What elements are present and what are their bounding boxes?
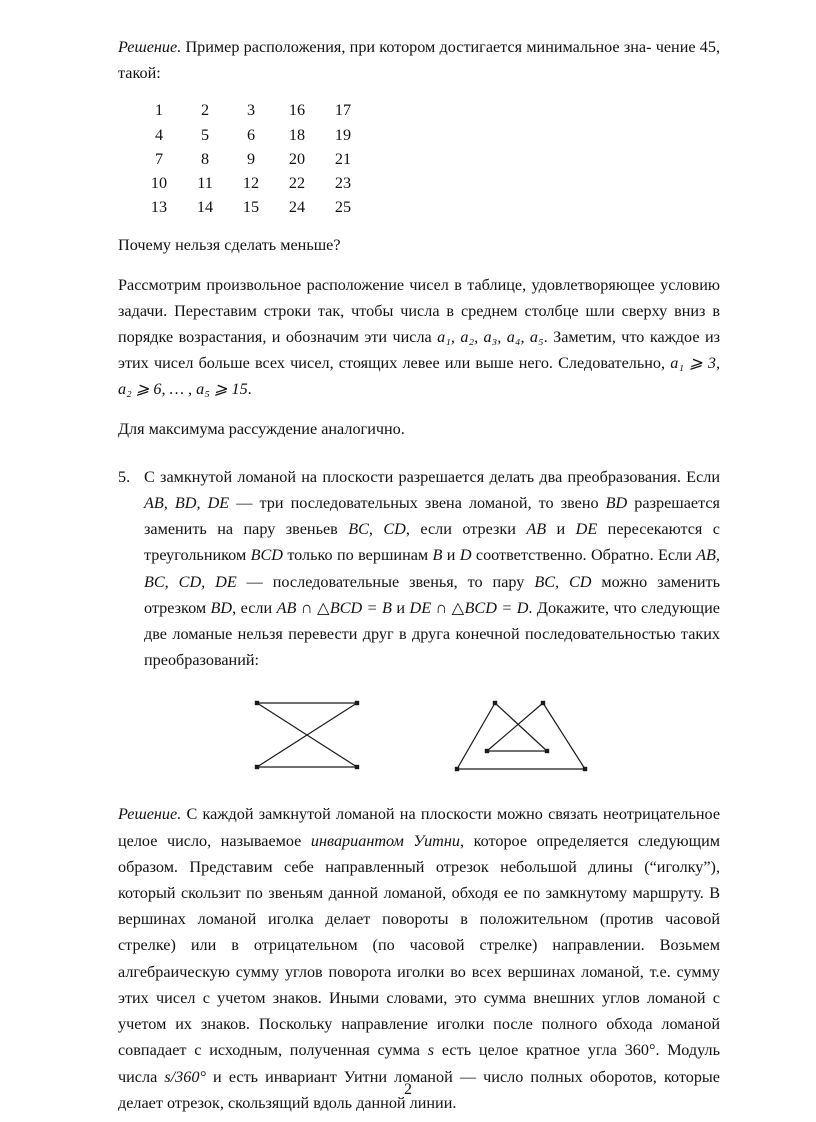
s5-seg-t1: С каждой замкнутой ломаной на плоскости можно связать неотрицательное целое число, называемое — [118, 805, 721, 850]
p5-math-m3: BC, CD — [348, 520, 406, 539]
peak-vertex — [583, 767, 587, 771]
p5-math-m7: B — [432, 546, 443, 565]
table-cell: 16 — [288, 101, 306, 120]
table-cell: 9 — [246, 149, 256, 168]
p5-seg-s2: — три последовательных звена ломаной, то звено — [229, 494, 606, 513]
s5-seg-t3: есть целое кратное угла 360°. Модуль числа — [118, 1041, 720, 1086]
whitney-invariant-term: инвариантом Уитни — [310, 831, 460, 850]
p5-math-m11: BD — [210, 598, 233, 617]
argument-text-c: . — [247, 380, 252, 399]
p5-math-m6: BCD — [250, 546, 283, 565]
p5-seg-s1: С замкнутой ломаной на плоскости разрешается делать два преобразования. Если — [144, 467, 720, 486]
solution-label-5: Решение. — [118, 805, 182, 824]
p5-math-m10: BC, CD — [534, 572, 592, 591]
double-peak-figure — [451, 695, 591, 775]
spacer — [118, 403, 720, 416]
table-cell: 7 — [154, 149, 164, 168]
p5-math-m12: AB ∩ △BCD = B — [276, 598, 392, 617]
p5-math-m8: D — [459, 546, 472, 565]
bowtie-vertex — [355, 701, 359, 705]
number-arrangement-table — [136, 98, 366, 219]
spacer — [118, 775, 720, 801]
p5-seg-s13: и — [391, 598, 410, 617]
p5-seg-s11: можно заменить отрезком — [144, 572, 720, 617]
table-cell: 13 — [150, 198, 168, 217]
p5-math-m9: AB, BC, CD, DE — [144, 546, 720, 591]
p5-math-m5: DE — [575, 520, 598, 539]
argument-inequalities: a₁ ⩾ 3, a₂ ⩾ 6, … , a₅ ⩾ 15 — [118, 354, 720, 399]
p5-math-m4: AB — [526, 520, 547, 539]
table-cell: 18 — [288, 125, 306, 144]
table-cell: 4 — [154, 125, 164, 144]
bowtie-vertex — [355, 765, 359, 769]
table-row — [136, 98, 366, 122]
figure-pair — [118, 695, 720, 775]
problem-5-text — [144, 464, 720, 674]
table-cell: 23 — [334, 174, 352, 193]
table-cell: 15 — [242, 198, 260, 217]
solution-1-question: Почему нельзя сделать меньше? — [118, 236, 341, 255]
s5-seg-t4: и есть инвариант Уитни ломаной — число полных оборотов, которые делает отрезок, скользящий вдоль данной линии. — [118, 1067, 720, 1112]
solution-1-intro-line2: чение 45, такой: — [118, 38, 720, 83]
peak-edge-right-fall — [543, 703, 585, 769]
problem-item-5 — [118, 464, 720, 674]
peak-vertex — [485, 749, 489, 753]
argument-variables: a₁, a₂, a₃, a₄, a₅ — [437, 328, 544, 347]
spacer — [118, 259, 720, 272]
spacer — [118, 219, 720, 232]
solution-1-intro-line1: Пример расположения, при котором достигается минимальное зна- — [185, 38, 652, 56]
table-cell: 22 — [288, 174, 306, 193]
p5-seg-s6: пересекаются с треугольником — [144, 520, 720, 565]
table-row — [136, 171, 366, 195]
solution-1-intro — [118, 34, 720, 86]
table-cell: 3 — [246, 101, 256, 120]
solution-1-argument — [118, 272, 720, 403]
peak-edge-left-rise — [457, 703, 495, 769]
p5-seg-s8: и — [442, 546, 460, 565]
p5-seg-s10: — последовательные звенья, то пару — [236, 572, 535, 591]
p5-math-m2: BD — [605, 494, 628, 513]
solution-1-intro-text — [118, 38, 720, 82]
table-cell: 24 — [288, 198, 306, 217]
peak-vertex — [541, 701, 545, 705]
spacer — [118, 442, 720, 464]
double-peak-vertices — [455, 701, 587, 771]
table-cell: 5 — [200, 125, 210, 144]
solution-label-1: Решение. — [118, 38, 182, 56]
page-number: 2 — [404, 1081, 412, 1098]
p5-seg-s4: , если отрезки — [405, 520, 527, 539]
bowtie-figure — [247, 695, 367, 775]
table-cell: 10 — [150, 174, 168, 193]
peak-vertex — [455, 767, 459, 771]
p5-math-m1: AB, BD, DE — [144, 494, 230, 513]
solution-1-maximum-note: Для максимума рассуждение аналогично. — [118, 419, 405, 438]
peak-vertex — [493, 701, 497, 705]
table-cell: 11 — [197, 174, 213, 193]
table-cell: 21 — [334, 149, 352, 168]
bowtie-edges — [257, 703, 357, 767]
s5-math-s-over-360: s/360° — [164, 1067, 206, 1086]
bowtie-vertex — [255, 765, 259, 769]
table-cell: 25 — [334, 198, 352, 217]
p5-seg-s3: разрешается заменить на пару звеньев — [144, 494, 720, 539]
argument-text-a: Рассмотрим произвольное расположение чисел в таблице, удовлетворяющее условию задачи. Переставим строки так, чтобы числа в среднем столбце шли сверху вниз в порядке возрастания, и обозначим эти числа — [118, 275, 720, 347]
solution-5-text — [118, 801, 720, 1115]
p5-seg-s14: . Докажите, что следующие две ломаные нельзя перевести друг в друга конечной последовательностью таких преобразований: — [144, 598, 720, 670]
table-cell: 14 — [196, 198, 214, 217]
s5-seg-t2: , которое определяется следующим образом. Представим себе направленный отрезок небольшой длины (“иголку”), который скользит по звеньям данной ломаной, обходя ее по замкнутому маршруту. В вершинах ломаной иголка делает повороты в положительном (против часовой стрелке) или в отрицательном (по часовой стрелке) направлении. Возьмем алгебраическую сумму углов поворота иголки во всех вершинах ломаной, т.е. сумму этих чисел с учетом знаков. Иными словами, это сумма внешних углов ломаной с учетом их знаков. Поскольку направление иголки после полного обхода ломаной совпадает с исходным, полученная сумма — [118, 831, 721, 1060]
p5-seg-s5: и — [546, 520, 576, 539]
table-row — [136, 195, 366, 219]
table-row — [136, 147, 366, 171]
table-cell: 6 — [246, 125, 256, 144]
table-cell: 19 — [334, 125, 352, 144]
bowtie-vertex — [255, 701, 259, 705]
p5-seg-s9: соответственно. Обратно. Если — [471, 546, 697, 565]
argument-text-b: . Заметим, что каждое из этих чисел больше всех чисел, стоящих левее или выше него. Следовательно, — [118, 328, 721, 373]
p5-math-m13: DE ∩ △BCD = D — [409, 598, 529, 617]
page-content — [118, 34, 720, 1116]
p5-seg-s12: , если — [232, 598, 277, 617]
double-peak-edges — [457, 703, 585, 769]
p5-seg-s7: только по вершинам — [282, 546, 433, 565]
table-cell: 1 — [154, 101, 164, 120]
problem-number: 5. — [118, 467, 131, 486]
number-table-body — [136, 98, 366, 219]
table-cell: 17 — [334, 101, 352, 120]
table-cell: 20 — [288, 149, 306, 168]
table-cell: 8 — [200, 149, 210, 168]
table-row — [136, 123, 366, 147]
s5-math-s: s — [427, 1041, 435, 1060]
peak-edge-cross-2 — [487, 703, 543, 751]
peak-edge-cross-1 — [495, 703, 547, 751]
table-cell: 2 — [200, 101, 210, 120]
peak-vertex — [545, 749, 549, 753]
table-cell: 12 — [242, 174, 260, 193]
